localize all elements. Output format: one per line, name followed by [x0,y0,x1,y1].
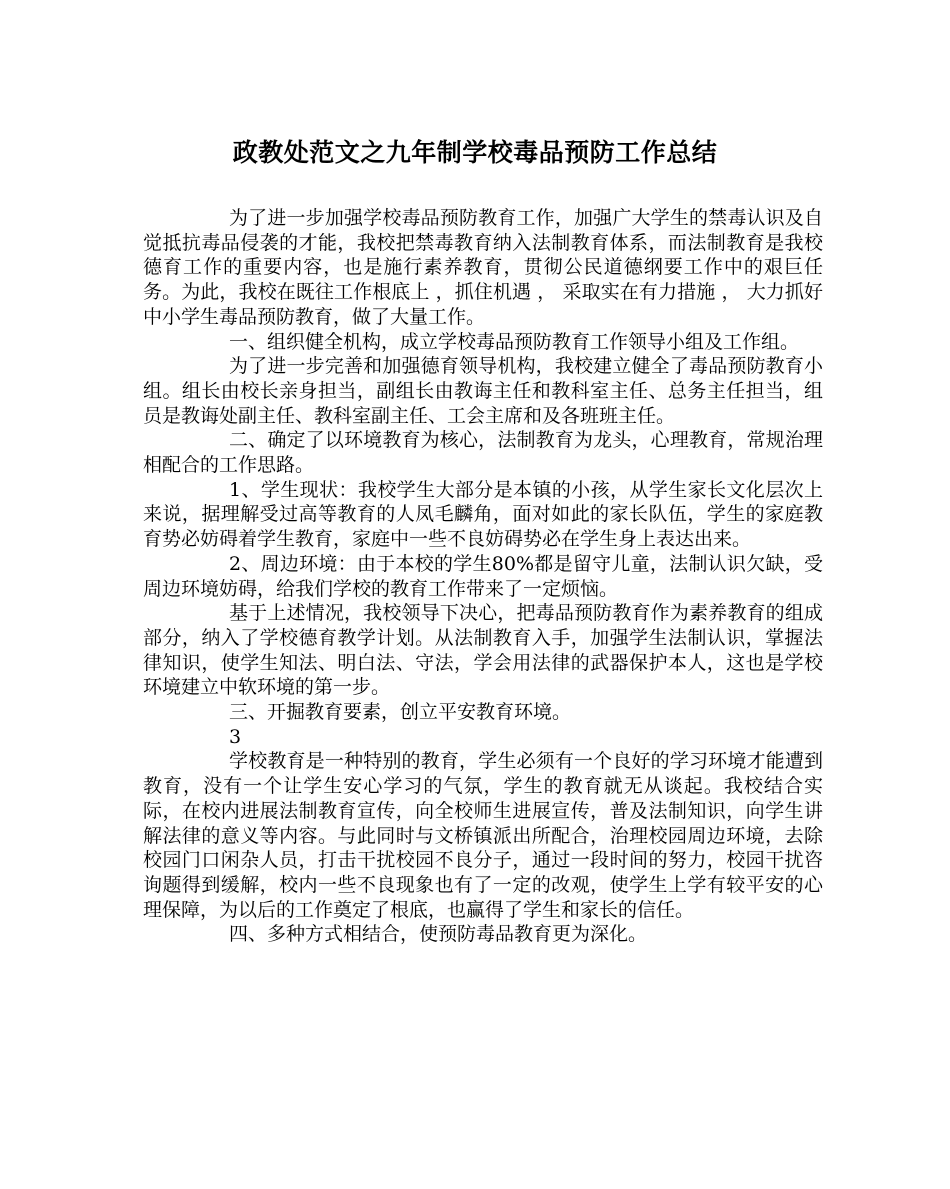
paragraph-school-education: 学校教育是一种特别的教育，学生必须有一个良好的学习环境才能遭到教育，没有一个让学生安心学习的气氛，学生的教育就无从谈起。我校结合实际，在校内进展法制教育宣传，向全校师生进展宣传，普及法制知识，向学生讲解法律的意义等内容。与此同时与文桥镇派出所配合，治理校园周边环境，去除校园门口闲杂人员，打击干扰校园不良分子，通过一段时间的努力，校园干扰咨询题得到缓解，校内一些不良现象也有了一定的改观，使学生上学有较平安的心理保障，为以后的工作奠定了根底，也赢得了学生和家长的信任。 [143,750,823,921]
paragraph-environment: 2、周边环境：由于本校的学生80%都是留守儿童，法制认识欠缺，受周边环境妨碍，给我们学校的教育工作带来了一定烦恼。 [143,552,823,600]
section-heading-2: 二、确定了以环境教育为核心，法制教育为龙头，心理教育，常规治理相配合的工作思路。 [143,429,823,477]
paragraph-plan: 基于上述情况，我校领导下决心，把毒品预防教育作为素养教育的组成部分，纳入了学校德育教学计划。从法制教育入手，加强学生法制认识，掌握法律知识，使学生知法、明白法、守法，学会用法律的武器保护本人，这也是学校环境建立中软环境的第一步。 [143,602,823,699]
document-title: 政教处范文之九年制学校毒品预防工作总结 [232,138,718,167]
section-heading-1: 一、组织健全机构，成立学校毒品预防教育工作领导小组及工作组。 [229,330,800,353]
paragraph-student-status: 1、学生现状：我校学生大部分是本镇的小孩，从学生家长文化层次上来说，据理解受过高等教育的人凤毛麟角，面对如此的家长队伍，学生的家庭教育势必妨碍着学生教育，家庭中一些不良妨碍势必在学生身上表达出来。 [143,478,823,551]
paragraph-leadership: 为了进一步完善和加强德育领导机构，我校建立健全了毒品预防教育小组。组长由校长亲身担当，副组长由教诲主任和教科室主任、总务主任担当，组员是教诲处副主任、教科室副主任、工会主席和及各班班主任。 [143,355,823,427]
document-body [143,206,823,947]
section-heading-3: 三、开掘教育要素，创立平安教育环境。 [229,701,572,724]
paragraph-intro: 为了进一步加强学校毒品预防教育工作，加强广大学生的禁毒认识及自觉抵抗毒品侵袭的才能，我校把禁毒教育纳入法制教育体系，而法制教育是我校德育工作的重要内容，也是施行素养教育，贯彻公民道德纲要工作中的艰巨任务。为此，我校在既往工作根底上 ，抓住机遇 ， 采取实在有力措施 ， 大力抓好中小学生毒品预防教育，做了大量工作。 [143,207,823,328]
section-heading-4: 四、多种方式相结合，使预防毒品教育更为深化。 [229,923,648,946]
page-marker: 3 [229,725,242,748]
